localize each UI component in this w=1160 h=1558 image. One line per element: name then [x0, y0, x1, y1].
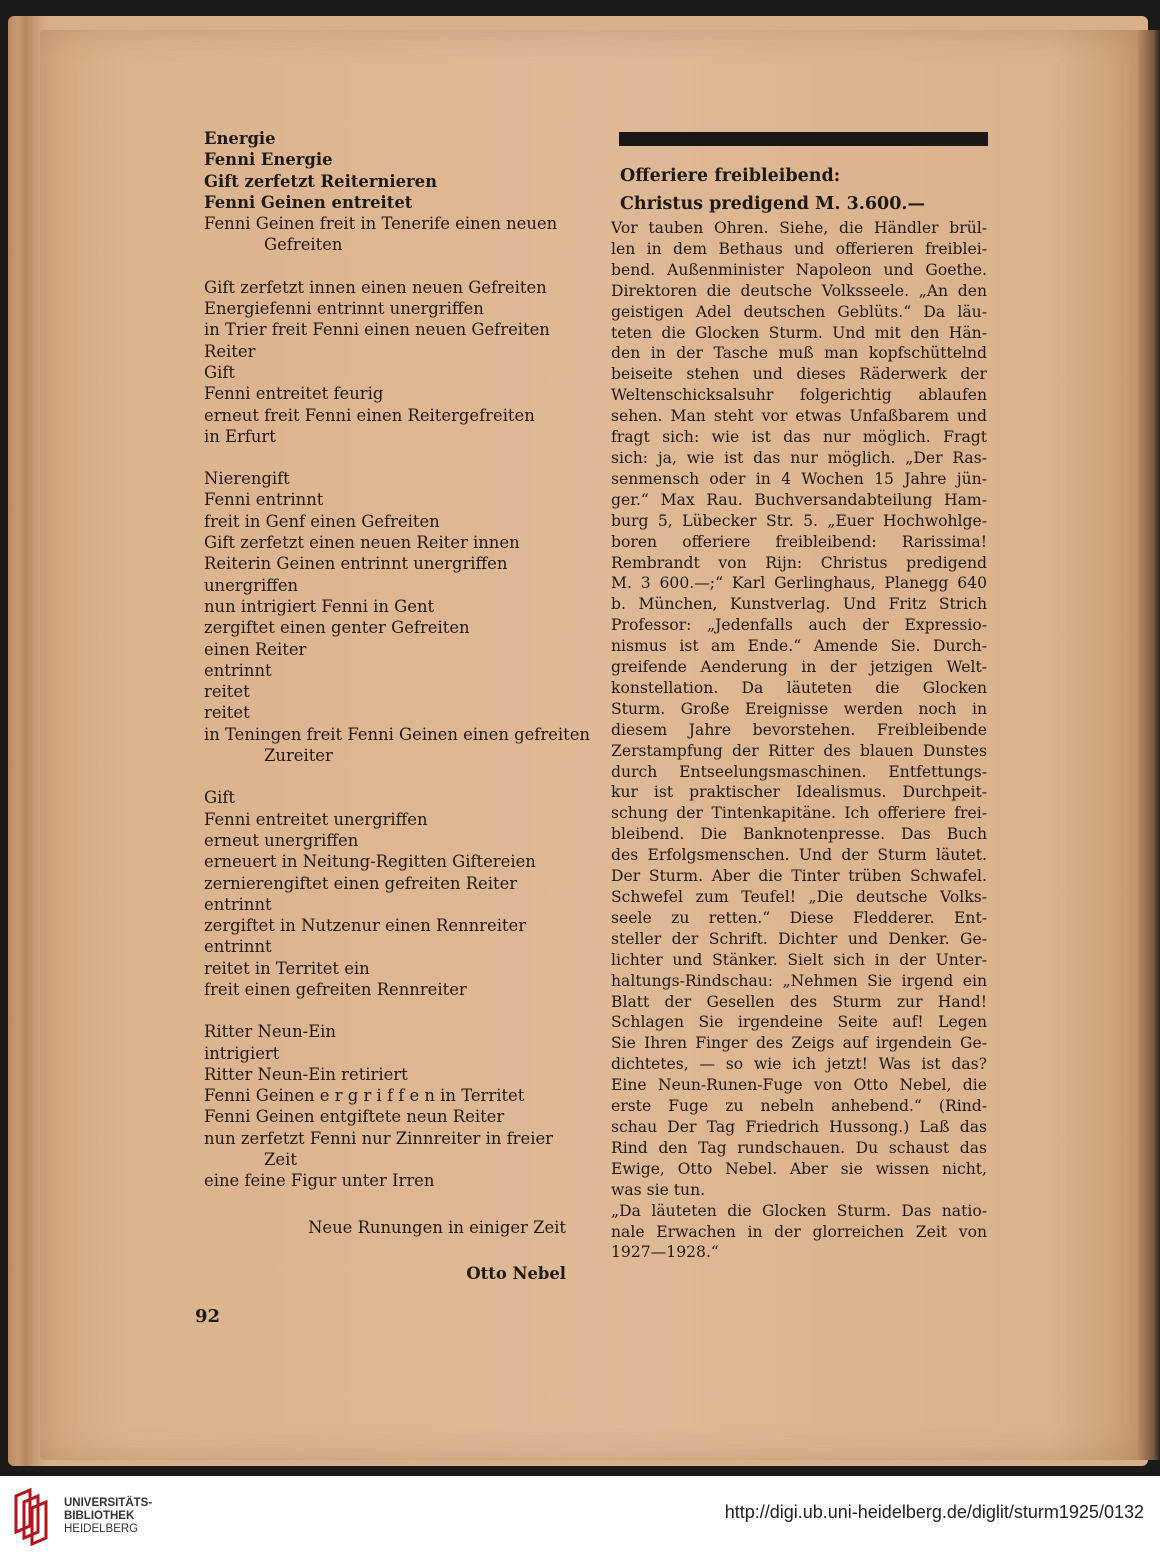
- article-line: len in dem Bethaus und offerieren freiblei-: [611, 239, 987, 258]
- article-line: lichter und Stänker. Sielt sich in der Unter-: [611, 950, 987, 969]
- poem-line: Gift zerfetzt einen neuen Reiter innen: [204, 533, 520, 553]
- article-line: M. 3 600.—;“ Karl Gerlinghaus, Planegg 640: [611, 574, 987, 593]
- poem-line: Ritter Neun-Ein: [204, 1022, 336, 1042]
- article-line: bleibend. Die Banknotenpresse. Das Buch: [611, 825, 987, 844]
- poem-line: Reiterin Geinen entrinnt unergriffen: [204, 554, 508, 574]
- article-line: was sie tun.: [611, 1180, 706, 1199]
- article-line: Blatt der Gesellen des Sturm zur Hand!: [611, 992, 987, 1011]
- article-line: Sie Ihren Finger des Zeigs auf irgendein Ge-: [611, 1034, 987, 1053]
- poem-line: Gefreiten: [264, 235, 343, 255]
- article-line: kur ist praktischer Idealismus. Durchpeit-: [611, 783, 987, 802]
- heading-rule: [619, 132, 988, 146]
- article-line: Zerstampfung der Ritter des blauen Dunstes: [611, 741, 987, 760]
- article-line: den in der Tasche muß man kopfschüttelnd: [611, 344, 987, 363]
- article-line: diesem Jahre bevorstehen. Freibleibende: [611, 720, 987, 739]
- article-line: des Erfolgsmenschen. Und der Sturm läutet.: [611, 846, 987, 865]
- poem-line: Energiefenni entrinnt unergriffen: [204, 299, 484, 319]
- poem-line: Fenni Geinen freit in Tenerife einen neuen: [204, 214, 558, 234]
- article-line: Eine Neun-Runen-Fuge von Otto Nebel, die: [611, 1076, 987, 1095]
- poem-line: Zeit: [264, 1150, 297, 1170]
- poem-line: entrinnt: [204, 660, 272, 680]
- article-line: dichtetes, — so wie ich jetzt! Was ist das?: [611, 1055, 987, 1074]
- article-line: Rind den Tag rundschauen. Du schaust das: [611, 1138, 987, 1157]
- poem-line: nun zerfetzt Fenni nur Zinnreiter in freier: [204, 1128, 553, 1148]
- source-url-link[interactable]: http://digi.ub.uni-heidelberg.de/diglit/sturm1925/0132: [724, 1502, 1144, 1522]
- poem-line: Gift: [204, 362, 235, 382]
- poem-line: zernierengiftet einen gefreiten Reiter: [204, 873, 518, 893]
- article-line: Ewige, Otto Nebel. Aber sie wissen nicht,: [611, 1159, 987, 1178]
- poem-line: nun intrigiert Fenni in Gent: [204, 596, 435, 616]
- article-body: [611, 218, 987, 1263]
- article-line: steller der Schrift. Dichter und Denker. Ge-: [611, 929, 987, 948]
- page-number: 92: [195, 1306, 221, 1327]
- poem-line: Fenni Geinen entgiftete neun Reiter: [204, 1107, 505, 1127]
- poem-line: zergiftet in Nutzenur einen Rennreiter: [204, 916, 527, 936]
- poem-line: Fenni entreitet unergriffen: [204, 809, 428, 829]
- library-logo-icon[interactable]: [12, 1486, 54, 1546]
- poem-line: Gift zerfetzt innen einen neuen Gefreiten: [204, 277, 547, 297]
- poem-line: reitet in Territet ein: [204, 958, 370, 978]
- poem-author: Otto Nebel: [466, 1264, 566, 1283]
- poem-line: entrinnt: [204, 894, 272, 914]
- poem-line: Fenni entrinnt: [204, 490, 324, 510]
- poem-line: freit einen gefreiten Rennreiter: [204, 979, 467, 999]
- stanza-gap: [204, 766, 574, 787]
- article-line: „Da läuteten die Glocken Sturm. Das natio-: [611, 1201, 987, 1220]
- poem-line: freit in Genf einen Gefreiten: [204, 511, 440, 531]
- article-line: bend. Außenminister Napoleon und Goethe.: [611, 260, 987, 279]
- article-line: beiseite stehen und dieses Räderwerk der: [611, 365, 987, 384]
- library-name-line3: HEIDELBERG: [64, 1523, 139, 1535]
- stanza-gap: [204, 1000, 574, 1021]
- article-line: Professor: „Jedenfalls auch der Expressio-: [611, 616, 987, 635]
- article-line: konstellation. Da läuteten die Glocken: [611, 678, 987, 697]
- poem-line: Fenni Geinen entreitet: [204, 192, 413, 212]
- article-line: ger.“ Max Rau. Buchversandabteilung Ham-: [611, 490, 987, 509]
- article-line: nale Erwachen in der glorreichen Zeit von: [611, 1222, 987, 1241]
- article-line: Vor tauben Ohren. Siehe, die Händler brül-: [611, 219, 987, 237]
- article-line: teten die Glocken Sturm. Und mit den Hän-: [611, 323, 987, 342]
- article-line: Weltenschicksalsuhr folgerichtig ablaufen: [611, 386, 987, 405]
- article-line: Schlagen Sie irgendeine Seite auf! Legen: [611, 1013, 987, 1032]
- poem-line: Zureiter: [264, 746, 333, 766]
- article-line: b. München, Kunstverlag. Und Fritz Strich: [611, 595, 987, 614]
- article-line: burg 5, Lübecker Str. 5. „Euer Hochwohlge-: [611, 511, 987, 530]
- poem-line: Fenni Geinen e r g r i f f e n in Territet: [204, 1086, 525, 1106]
- poem-line: in Trier freit Fenni einen neuen Gefreiten: [204, 320, 550, 340]
- article-line: Sturm. Große Ereignisse werden noch in: [611, 699, 987, 718]
- poem-line: Gift zerfetzt Reiternieren: [204, 171, 438, 191]
- article-line: senmensch oder in 4 Wochen 15 Jahre jün-: [611, 469, 987, 488]
- article-line: geistigen Adel deutschen Geblüts.“ Da läu-: [611, 302, 987, 321]
- library-name-line2: BIBLIOTHEK: [64, 1510, 135, 1522]
- poem-line: zergiftet einen genter Gefreiten: [204, 618, 470, 638]
- poem-line: erneut freit Fenni einen Reitergefreiten: [204, 405, 535, 425]
- poem-column: [204, 128, 590, 1192]
- poem-line: einen Reiter: [204, 639, 307, 659]
- article-line: seele zu retten.“ Diese Fledderer. Ent-: [611, 908, 987, 927]
- stanza-gap: [204, 256, 574, 277]
- poem-line: Fenni entreitet feurig: [204, 384, 384, 404]
- poem-closing-line: Neue Runungen in einiger Zeit: [308, 1218, 566, 1237]
- poem-line: reitet: [204, 703, 250, 723]
- poem-line: eine feine Figur unter Irren: [204, 1171, 435, 1191]
- article-line: Schwefel zum Teufel! „Die deutsche Volks-: [611, 888, 987, 906]
- poem-line: Energie: [204, 129, 276, 148]
- article-line: schau Der Tag Friedrich Hussong.) Laß das: [611, 1117, 987, 1136]
- poem-line: Ritter Neun-Ein retiriert: [204, 1064, 408, 1084]
- article-line: boren offeriere freibleibend: Rarissima!: [611, 532, 987, 551]
- poem-line: reitet: [204, 682, 250, 702]
- article-line: schung der Tintenkapitäne. Ich offeriere frei-: [611, 804, 987, 823]
- article-line: durch Entseelungsmaschinen. Entfettungs-: [611, 762, 987, 781]
- poem-line: Fenni Energie: [204, 150, 333, 170]
- article-line: Rembrandt von Rijn: Christus predigend: [611, 553, 987, 572]
- article-line: greifende Aenderung in der jetzigen Welt-: [611, 658, 987, 677]
- library-name[interactable]: [64, 1497, 152, 1536]
- poem-line: erneuert in Neitung-Regitten Giftereien: [204, 852, 536, 872]
- library-name-line1: UNIVERSITÄTS-: [64, 1497, 153, 1509]
- article-line: sehen. Man steht vor etwas Unfaßbarem und: [611, 407, 987, 426]
- article-line: haltungs-Rindschau: „Nehmen Sie irgend ein: [611, 971, 987, 990]
- article-line: sich: ja, wie ist das nur möglich. „Der Ras-: [611, 448, 987, 467]
- poem-line: entrinnt: [204, 937, 272, 957]
- poem-line: Gift: [204, 788, 235, 808]
- book-spine: [1138, 30, 1160, 1460]
- poem-line: Nierengift: [204, 469, 290, 489]
- stanza-gap: [204, 447, 574, 468]
- poem-line: in Teningen freit Fenni Geinen einen gefreiten: [204, 724, 590, 744]
- poem-line: erneut unergriffen: [204, 830, 359, 850]
- article-headline: Offeriere freibleibend:: [620, 166, 841, 186]
- article-line: fragt sich: wie ist das nur möglich. Fragt: [611, 428, 987, 447]
- poem-line: intrigiert: [204, 1043, 280, 1063]
- poem-line: in Erfurt: [204, 426, 276, 446]
- poem-line: Reiter: [204, 341, 256, 361]
- article-line: nismus ist am Ende.“ Amende Sie. Durch-: [611, 637, 987, 656]
- article-subheadline: Christus predigend M. 3.600.—: [620, 194, 925, 214]
- article-line: erste Fuge zu nebeln anhebend.“ (Rind-: [611, 1097, 987, 1116]
- article-line: 1927—1928.“: [611, 1243, 719, 1262]
- article-line: Der Sturm. Aber die Tinter trüben Schwafel.: [611, 867, 987, 886]
- poem-line: unergriffen: [204, 575, 299, 595]
- article-line: Direktoren die deutsche Volksseele. „An den: [611, 281, 987, 300]
